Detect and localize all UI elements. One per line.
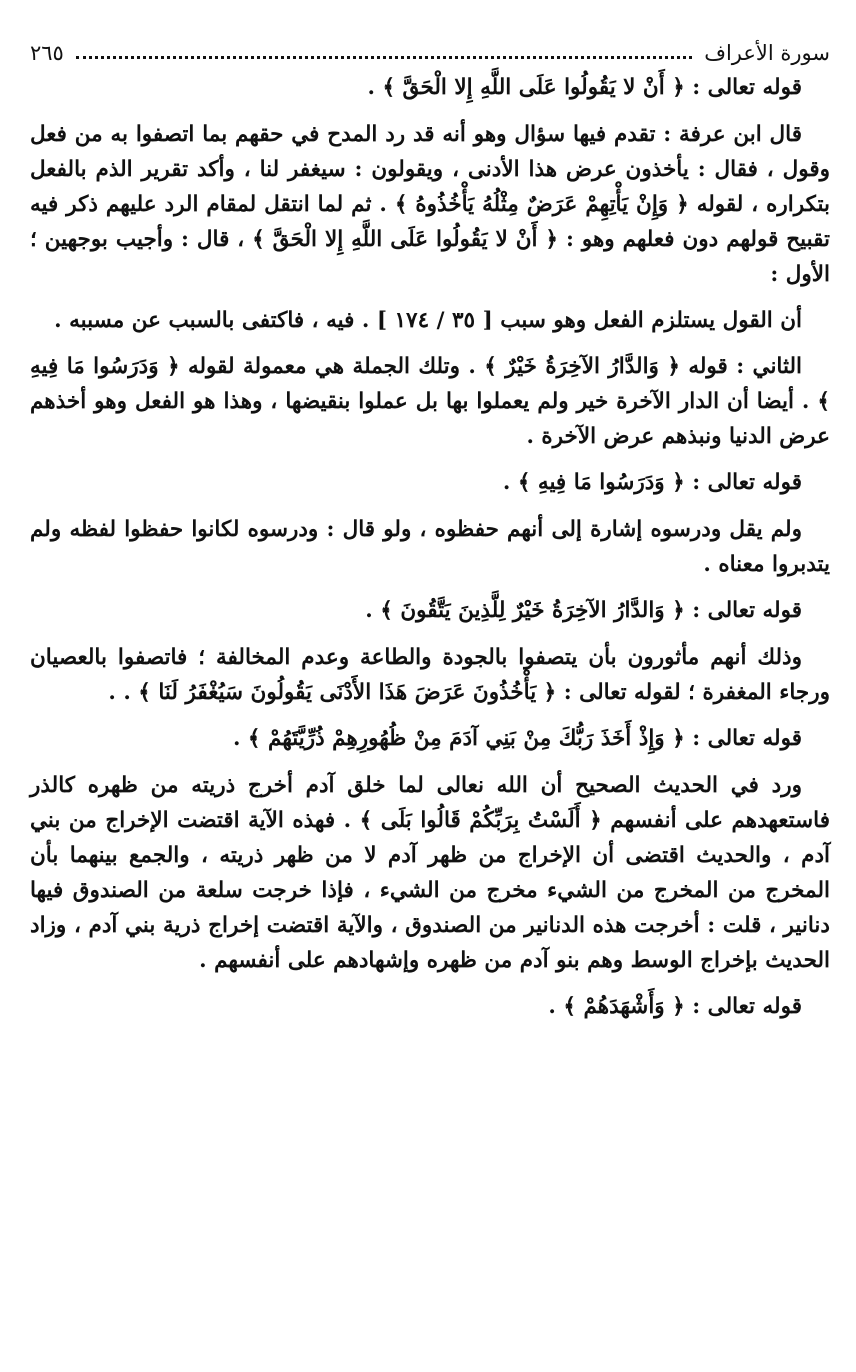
commentary-paragraph: ولم يقل ودرسوه إشارة إلى أنهم حفظوه ، ولو قال : ودرسوه لكانوا حفظوا لفظه ولم يتدبروا معناه .: [30, 517, 830, 577]
commentary-paragraph: أن القول يستلزم الفعل وهو سبب [ ٣٥ / ١٧٤ ] . فيه ، فاكتفى بالسبب عن مسببه .: [54, 308, 802, 333]
page-number: ٢٦٥: [30, 41, 64, 65]
page-header: [30, 38, 830, 68]
verse-heading: قوله تعالى : ﴿ وَدَرَسُوا مَا فِيهِ ﴾ .: [502, 470, 802, 495]
commentary-paragraph: الثاني : قوله ﴿ وَالدَّارُ الآخِرَةُ خَيْرٌ ﴾ . وتلك الجملة هي معمولة لقوله ﴿ وَدَرَسُوا مَا فِيهِ ﴾ . أيضا أن الدار الآخرة خير ولم يعملوا بها بل عملوا بنقيضها ، وهذا هو الفعل وهو أخذهم عرض الدنيا ونبذهم عرض الآخرة .: [30, 354, 830, 449]
verse-heading: قوله تعالى : ﴿ أَنْ لا يَقُولُوا عَلَى اللَّهِ إِلا الْحَقَّ ﴾ .: [367, 75, 802, 100]
surah-title: سورة الأعراف: [704, 41, 830, 65]
header-dotted-leader: [76, 56, 692, 59]
verse-heading: قوله تعالى : ﴿ وَأَشْهَدَهُمْ ﴾ .: [548, 994, 802, 1019]
verse-heading: قوله تعالى : ﴿ وَإِذْ أَخَذَ رَبُّكَ مِنْ بَنِي آدَمَ مِنْ ظُهُورِهِمْ ذُرِّيَّتَهُمْ ﴾ .: [232, 726, 802, 751]
book-page: [30, 38, 830, 1036]
commentary-paragraph: وذلك أنهم مأثورون بأن يتصفوا بالجودة والطاعة وعدم المخالفة ؛ فاتصفوا بالعصيان ورجاء المغفرة ؛ لقوله تعالى : ﴿ يَأْخُذُونَ عَرَضَ هَذَا الأَدْنَى يَقُولُونَ سَيُغْفَرُ لَنَا ﴾ . .: [30, 645, 830, 705]
commentary-paragraph: ورد في الحديث الصحيح أن الله نعالى لما خلق آدم أخرج ذريته من ظهره كالذر فاستعهدهم على أنفسهم ﴿ أَلَسْتُ بِرَبِّكُمْ قَالُوا بَلَى ﴾ . فهذه الآية اقتضت الإخراج من بني آدم ، والحديث اقتضى أن الإخراج من ظهر آدم لا من ظهر ذريته ، والجمع بينهما بأن المخرج من المخرج من الشيء مخرج من الشيء ، فإذا خرجت سلعة من الصندوق فيها دنانير ، قلت : أخرجت هذه الدنانير من الصندوق ، والآية اقتضت إخراج ذرية بني آدم ، وزاد الحديث بإخراج الوسط وهم بنو آدم من ظهره وإشهادهم على أنفسهم .: [30, 773, 830, 973]
commentary-paragraph: قال ابن عرفة : تقدم فيها سؤال وهو أنه قد رد المدح في حقهم بما اتصفوا به من فعل وقول ، فقال : يأخذون عرض هذا الأدنى ، ويقولون : سيغفر لنا ، وأكد تقرير الذم بالفعل بتكراره ، لقوله ﴿ وَإِنْ يَأْتِهِمْ عَرَضٌ مِثْلُهُ يَأْخُذُوهُ ﴾ . ثم لما انتقل لمقام الرد عليهم ذكر فيه تقبيح قولهم دون فعلهم وهو : ﴿ أَنْ لا يَقُولُوا عَلَى اللَّهِ إِلا الْحَقَّ ﴾ ، قال : وأجيب بوجهين ؛ الأول :: [30, 122, 830, 287]
verse-heading: قوله تعالى : ﴿ وَالدَّارُ الآخِرَةُ خَيْرٌ لِلَّذِينَ يَتَّقُونَ ﴾ .: [365, 598, 802, 623]
